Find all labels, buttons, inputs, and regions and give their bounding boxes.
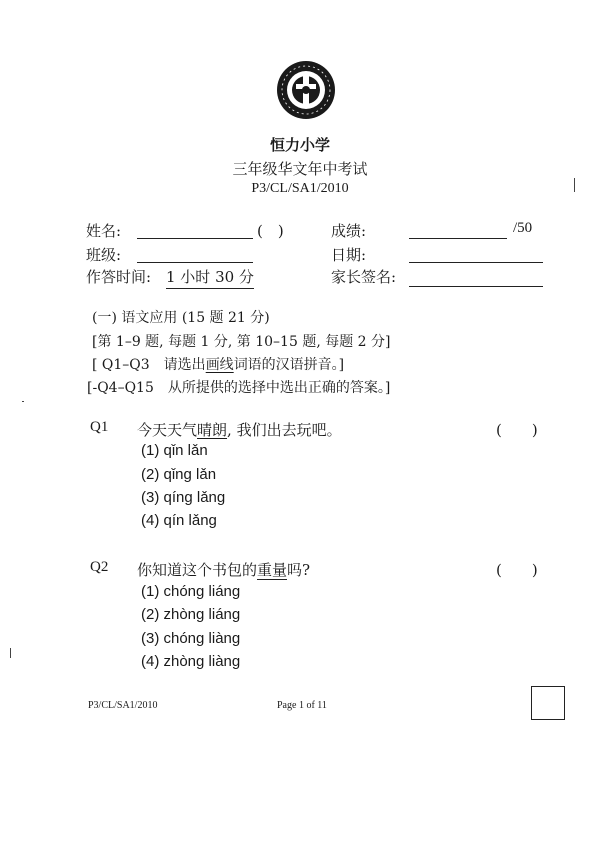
instruction-q1-q3 xyxy=(92,354,344,374)
scan-mark xyxy=(10,648,11,658)
class-field-line[interactable] xyxy=(137,262,253,263)
exam-title: 三年级华文年中考试 xyxy=(232,160,368,178)
question-1-after: , 我们出去玩吧。 xyxy=(227,421,342,439)
section-title: (一) 语文应用 (15 题 21 分) xyxy=(92,310,270,326)
question-2-option-4[interactable]: (4) zhòng liàng xyxy=(141,653,241,670)
time-label: 作答时间: xyxy=(86,268,152,286)
question-2-option-3[interactable]: (3) chóng liàng xyxy=(141,630,241,647)
question-1-answer-paren[interactable]: ( ) xyxy=(496,421,538,439)
question-1-number: Q1 xyxy=(90,419,109,435)
exam-code: P3/CL/SA1/2010 xyxy=(251,181,349,196)
scan-mark xyxy=(574,178,575,192)
date-field-line[interactable] xyxy=(409,262,543,263)
instruction-q1-prefix: [ Q1–Q3 请选出 xyxy=(92,357,206,373)
footer-page-number: Page 1 of 11 xyxy=(277,700,327,711)
question-2-number: Q2 xyxy=(90,559,109,575)
question-1-option-4[interactable]: (4) qín lǎng xyxy=(141,512,217,529)
question-2-before: 你知道这个书包的 xyxy=(137,561,258,579)
question-2-after: 吗? xyxy=(287,561,311,579)
score-label: 成绩: xyxy=(331,222,367,240)
school-name: 恒力小学 xyxy=(269,136,330,154)
score-total: /50 xyxy=(513,220,533,236)
footer-code: P3/CL/SA1/2010 xyxy=(88,700,158,711)
school-logo xyxy=(276,60,336,120)
question-1-underlined: 晴朗 xyxy=(197,421,228,439)
parent-signature-label: 家长签名: xyxy=(331,268,397,286)
section-marks: [第 1–9 题, 每题 1 分, 第 10–15 题, 每题 2 分] xyxy=(92,334,391,350)
question-1-text xyxy=(137,419,342,440)
score-box xyxy=(531,686,565,720)
question-2-underlined: 重量 xyxy=(257,561,288,579)
name-label: 姓名: xyxy=(86,222,122,240)
instruction-q4-q15: [-Q4–Q15 从所提供的选择中选出正确的答案。] xyxy=(87,380,391,396)
class-label: 班级: xyxy=(86,246,122,264)
question-2-answer-paren[interactable]: ( ) xyxy=(496,561,538,579)
name-paren: ( ) xyxy=(257,222,284,240)
question-1-option-1[interactable]: (1) qǐn lǎn xyxy=(141,442,208,459)
question-2-option-1[interactable]: (1) chóng liáng xyxy=(141,583,241,600)
scan-mark xyxy=(22,401,24,402)
instruction-q1-suffix: 词语的汉语拼音。] xyxy=(233,357,345,373)
question-2-option-2[interactable]: (2) zhòng liáng xyxy=(141,606,241,623)
question-2-text xyxy=(137,559,310,580)
score-field-line[interactable] xyxy=(409,238,507,239)
name-field-line[interactable] xyxy=(137,238,253,239)
time-value: 1 小时 30 分 xyxy=(166,266,254,289)
question-1-option-2[interactable]: (2) qǐng lǎn xyxy=(141,466,217,483)
parent-signature-line[interactable] xyxy=(409,286,543,287)
question-1-option-3[interactable]: (3) qíng lǎng xyxy=(141,489,226,506)
question-1-before: 今天天气 xyxy=(137,421,198,439)
instruction-q1-underlined: 画线 xyxy=(205,357,234,373)
date-label: 日期: xyxy=(331,246,367,264)
